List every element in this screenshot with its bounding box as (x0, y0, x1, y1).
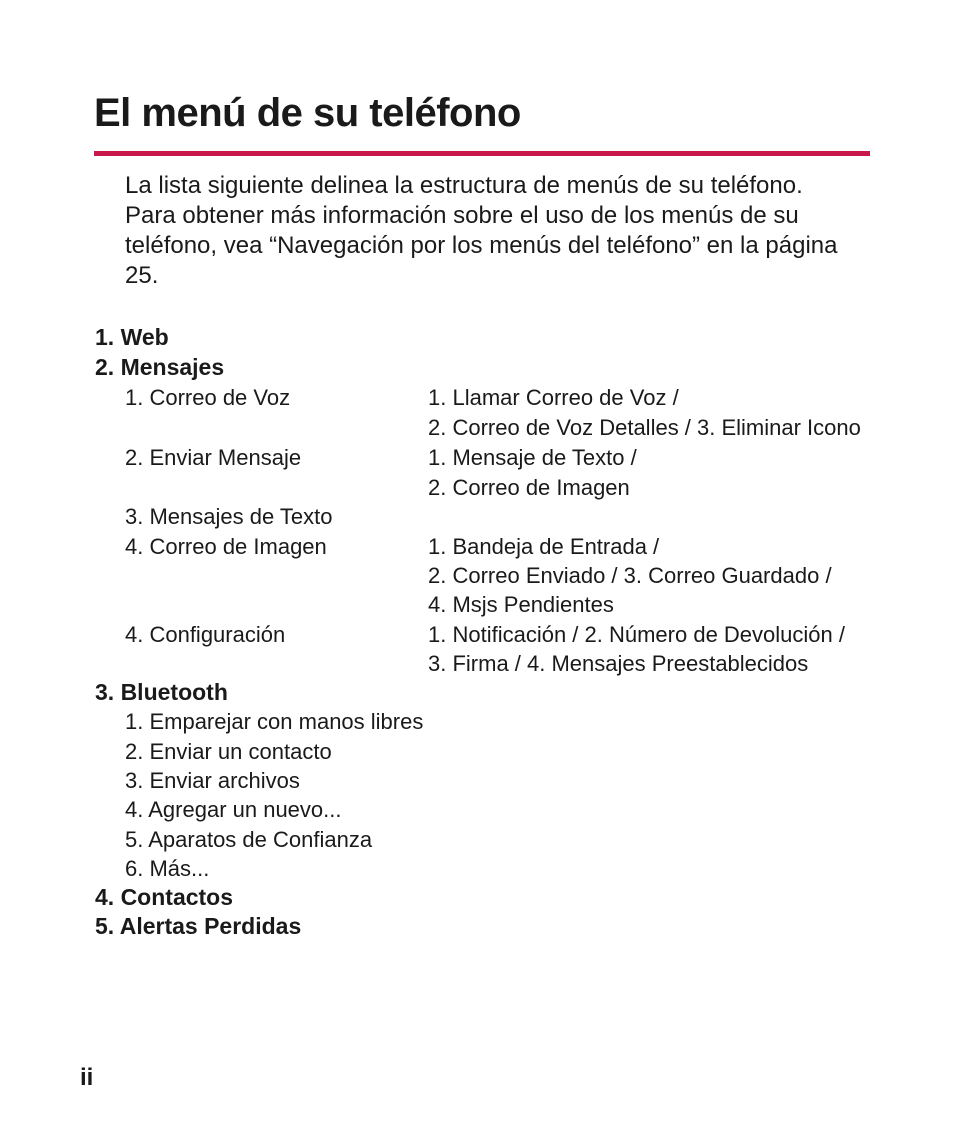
menu-item-bluetooth: 3. Bluetooth (95, 679, 228, 705)
submenu-correo-imagen: 4. Correo de Imagen (125, 534, 327, 559)
submenu-configuracion: 4. Configuración (125, 622, 286, 647)
submenu-mensajes-texto: 3. Mensajes de Texto (125, 504, 333, 529)
submenu-correo-imagen-options-2: 2. Correo Enviado / 3. Correo Guardado / (428, 563, 832, 588)
menu-item-mensajes: 2. Mensajes (95, 354, 225, 380)
submenu-bluetooth-item: 4. Agregar un nuevo... (125, 797, 342, 822)
submenu-bluetooth-item: 1. Emparejar con manos libres (125, 709, 424, 734)
submenu-correo-imagen-options-1: 1. Bandeja de Entrada / (428, 534, 660, 559)
menu-item-alertas-perdidas: 5. Alertas Perdidas (95, 913, 302, 939)
submenu-correo-voz-options-2: 2. Correo de Voz Detalles / 3. Eliminar Icono (428, 415, 861, 440)
submenu-correo-imagen-options-3: 4. Msjs Pendientes (428, 592, 614, 617)
title-divider (94, 151, 870, 156)
intro-paragraph: La lista siguiente delinea la estructura de menús de su teléfono. Para obtener más información sobre el uso de los menús de su teléfono, vea “Navegación por los menús del teléfono” en la página 25. (125, 172, 838, 289)
submenu-configuracion-options-1: 1. Notificación / 2. Número de Devolución / (428, 622, 845, 647)
menu-item-web: 1. Web (95, 324, 169, 350)
submenu-correo-voz: 1. Correo de Voz (125, 385, 291, 410)
submenu-configuracion-options-2: 3. Firma / 4. Mensajes Preestablecidos (428, 651, 809, 676)
submenu-bluetooth-item: 3. Enviar archivos (125, 768, 300, 793)
submenu-enviar-mensaje-options-2: 2. Correo de Imagen (428, 475, 630, 500)
submenu-bluetooth-item: 5. Aparatos de Confianza (125, 827, 373, 852)
submenu-bluetooth-item: 6. Más... (125, 856, 210, 881)
submenu-correo-voz-options-1: 1. Llamar Correo de Voz / (428, 385, 679, 410)
page-number: ii (80, 1064, 94, 1091)
submenu-enviar-mensaje: 2. Enviar Mensaje (125, 445, 302, 470)
menu-item-contactos: 4. Contactos (95, 884, 234, 910)
page-title: El menú de su teléfono (94, 91, 521, 135)
submenu-bluetooth-item: 2. Enviar un contacto (125, 739, 332, 764)
submenu-enviar-mensaje-options-1: 1. Mensaje de Texto / (428, 445, 637, 470)
